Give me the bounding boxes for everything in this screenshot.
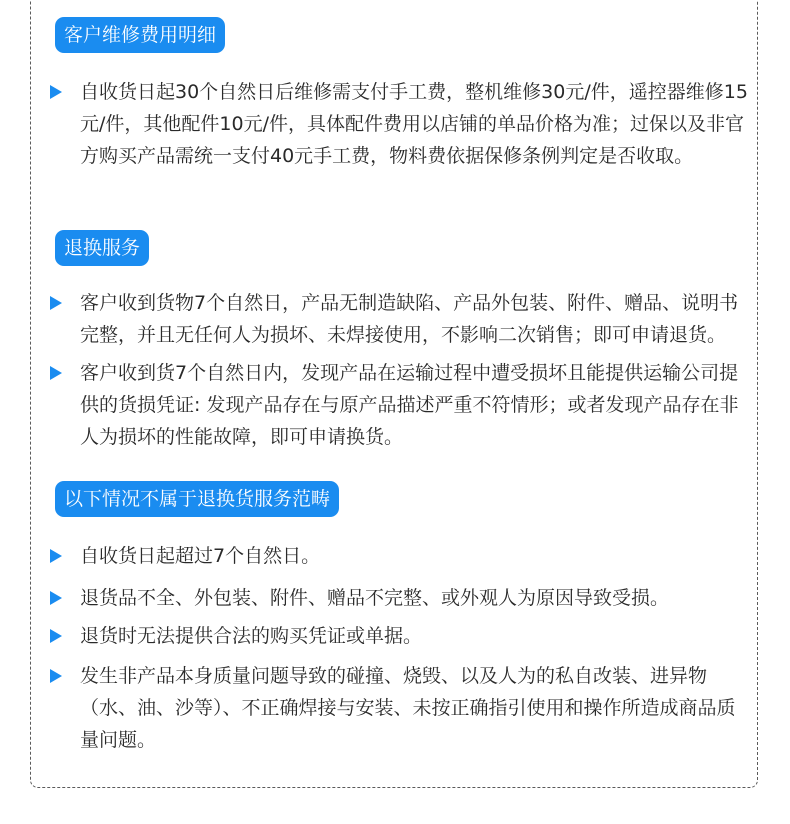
list-item-text: 退货时无法提供合法的购买凭证或单据。 — [80, 625, 423, 647]
list-item-text: 客户收到货物7个自然日，产品无制造缺陷、产品外包装、附件、赠品、说明书完整，并且无任何人为损坏、未焊接使用，不影响二次销售；即可申请退货。 — [80, 292, 739, 346]
section-title-return-exchange: 退换服务 — [55, 230, 149, 266]
list-item-text: 退货品不全、外包装、附件、赠品不完整、或外观人为原因导致受损。 — [80, 587, 670, 609]
section-title-repair-fees: 客户维修费用明细 — [55, 17, 225, 53]
section-title-exclusions: 以下情况不属于退换货服务范畴 — [55, 481, 339, 517]
triangle-bullet-icon — [50, 669, 62, 683]
list-item-text: 客户收到货7个自然日内，发现产品在运输过程中遭受损坏且能提供运输公司提供的货损凭证: 发现产品存在与原产品描述严重不符情形；或者发现产品存在非人为损坏的性能故障，即可申请换货。 — [80, 362, 739, 448]
triangle-bullet-icon — [50, 629, 62, 643]
triangle-bullet-icon — [50, 591, 62, 605]
triangle-bullet-icon — [50, 296, 62, 310]
triangle-bullet-icon — [50, 366, 62, 380]
list-item-text: 自收货日起超过7个自然日。 — [80, 545, 321, 567]
list-item-text: 发生非产品本身质量问题导致的碰撞、烧毁、以及人为的私自改装、进异物（水、油、沙等）、不正确焊接与安装、未按正确指引使用和操作所造成商品质量问题。 — [80, 665, 736, 751]
list-item-text: 自收货日起30个自然日后维修需支付手工费，整机维修30元/件，遥控器维修15元/件，其他配件10元/件，具体配件费用以店铺的单品价格为准；过保以及非官方购买产品需统一支付40元手工费，物料费依据保修条例判定是否收取。 — [80, 81, 748, 167]
triangle-bullet-icon — [50, 549, 62, 563]
triangle-bullet-icon — [50, 85, 62, 99]
